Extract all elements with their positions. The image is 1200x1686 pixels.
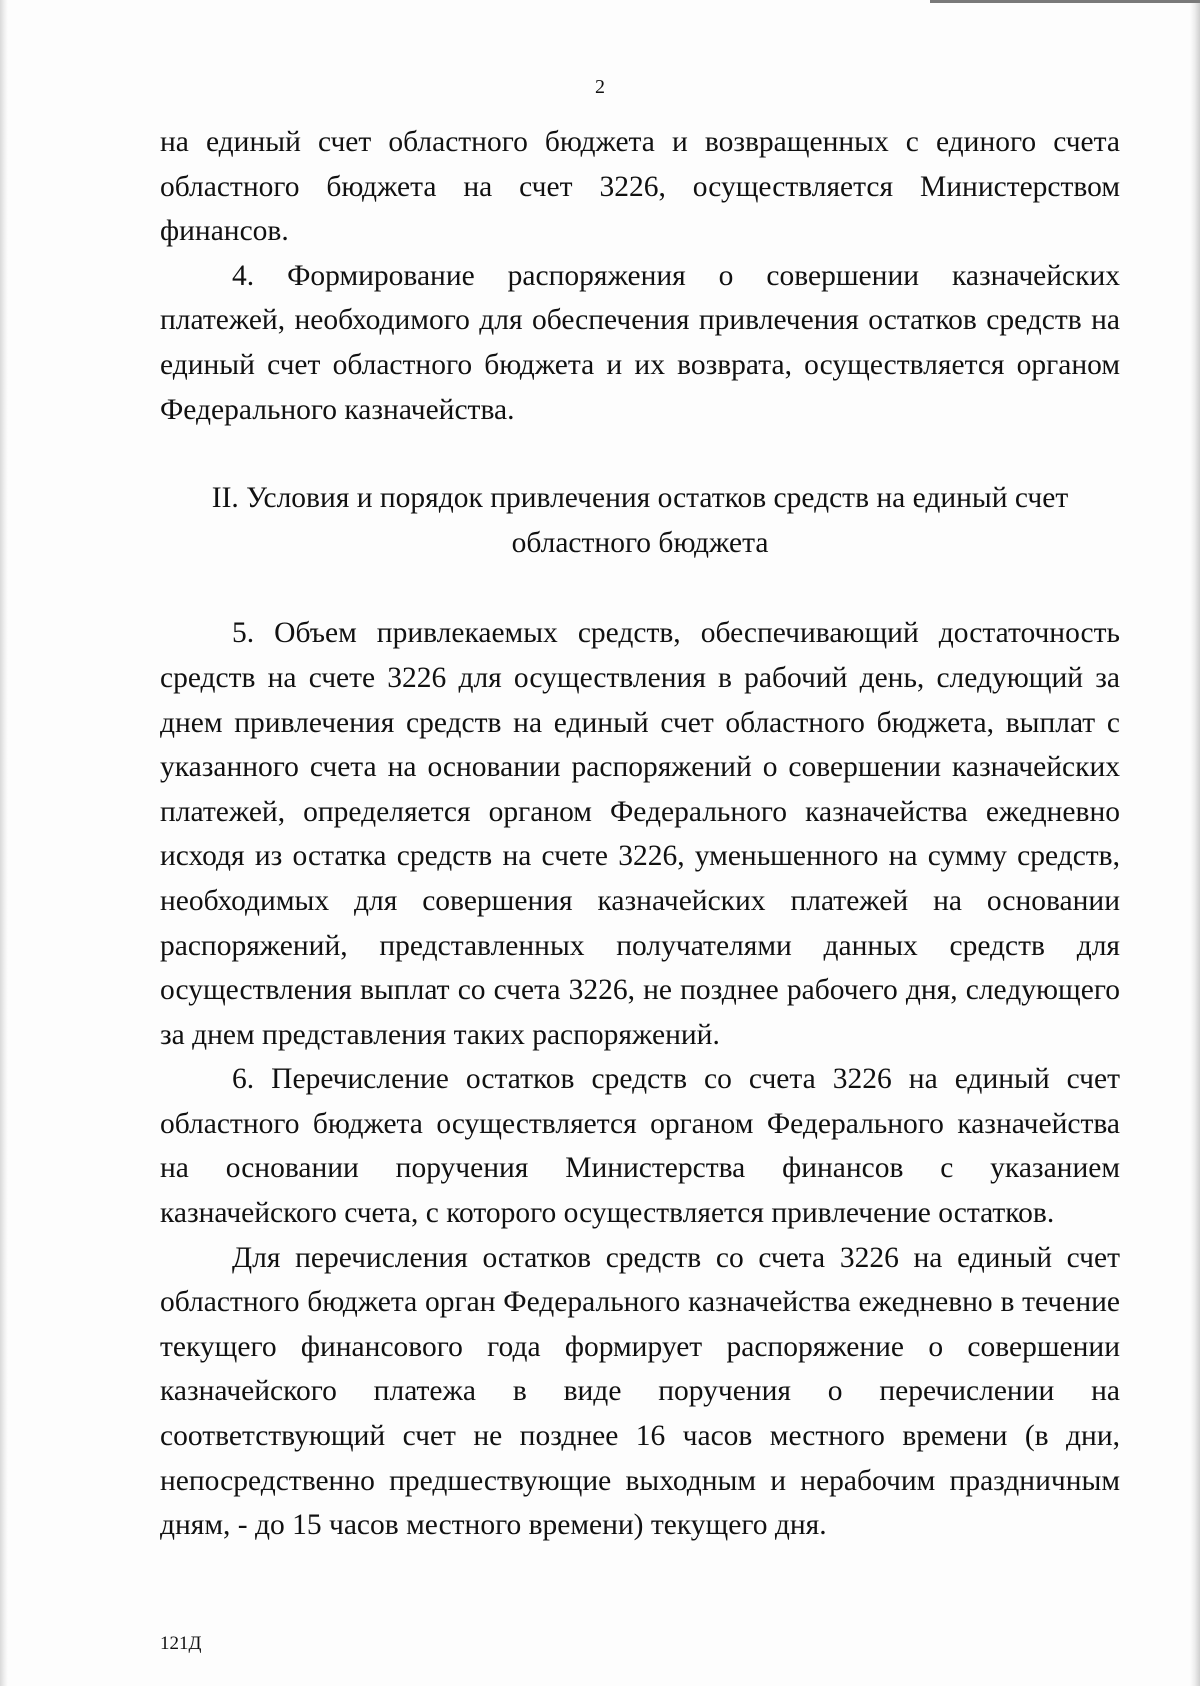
paragraph-6-continued: Для перечисления остатков средств со счета 3226 на единый счет областного бюджета орган Федерального казначейства ежедневно в течение текущего финансового года формирует распоряжение о совершении казначейского платежа в виде поручения о перечислении на соответствующий счет не позднее 16 часов местного времени (в дни, непосредственно предшествующие выходным и нерабочим праздничным дням, - до 15 часов местного времени) текущего дня. [160,1241,1120,1542]
paragraph-6: 6. Перечисление остатков средств со счета 3226 на единый счет областного бюджета осуществляется органом Федерального казначейства на основании поручения Министерства финансов с указанием казначейского счета, с которого осуществляется привлечение остатков. [160,1063,1120,1230]
section-heading: II. Условия и порядок привлечения остатков средств на единый счет областного бюджета [211,482,1069,559]
scan-edge-top [930,0,1200,3]
scan-edge-left [0,0,8,1686]
document-code: 121Д [160,1633,202,1654]
document-body [160,120,1120,1548]
paragraph-4: 4. Формирование распоряжения о совершении казначейских платежей, необходимого для обеспечения привлечения остатков средств на единый счет областного бюджета и их возврата, осуществляется органом Федерального казначейства. [160,259,1120,426]
paragraph-continuation: на единый счет областного бюджета и возвращенных с единого счета областного бюджета на счет 3226, осуществляется Министерством финансов. [160,126,1120,248]
page-number: 2 [595,76,605,98]
paragraph-5: 5. Объем привлекаемых средств, обеспечивающий достаточность средств на счете 3226 для осуществления в рабочий день, следующий за днем привлечения средств на единый счет областного бюджета, выплат с указанного счета на основании распоряжений о совершении казначейских платежей, определяется органом Федерального казначейства ежедневно исходя из остатка средств на счете 3226, уменьшенного на сумму средств, необходимых для совершения казначейских платежей на основании распоряжений, представленных получателями данных средств для осуществления выплат со счета 3226, не позднее рабочего дня, следующего за днем представления таких распоряжений. [160,617,1120,1051]
scan-edge-right [1190,0,1200,1686]
